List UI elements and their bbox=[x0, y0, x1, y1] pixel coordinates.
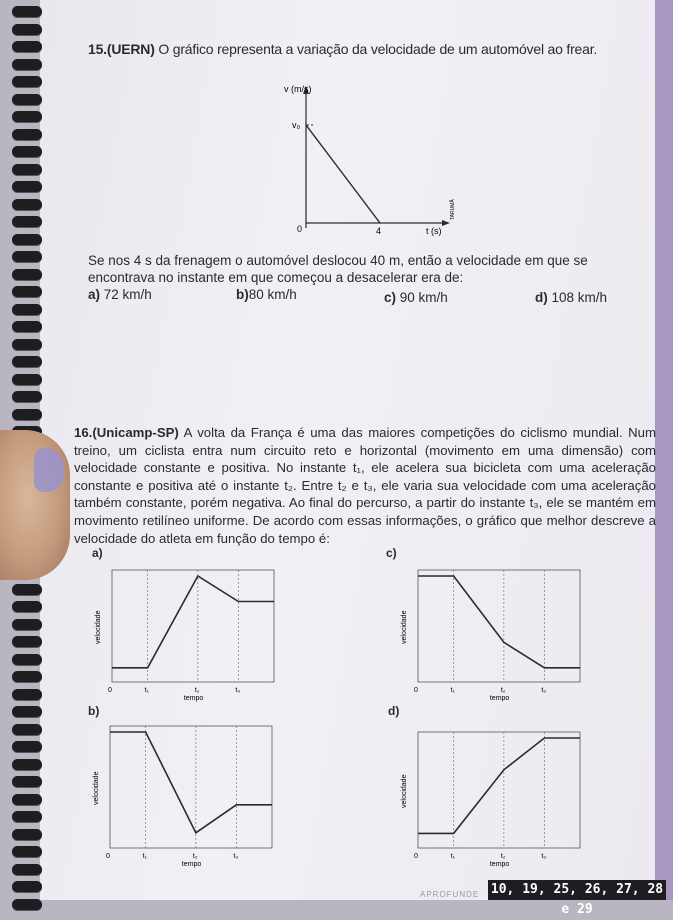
q16-chart-c bbox=[396, 560, 596, 710]
spiral-ring bbox=[12, 181, 42, 192]
spiral-ring bbox=[12, 374, 42, 385]
axis-ylabel: velocidade bbox=[93, 771, 100, 805]
spiral-ring bbox=[12, 41, 42, 52]
q15-problem: Se nos 4 s da frenagem o automóvel deslocou 40 m, então a velocidade em que se encontrava no instante em que começou a desacelerar era de: bbox=[88, 253, 588, 285]
spiral-ring bbox=[12, 706, 42, 717]
spiral-ring bbox=[12, 59, 42, 70]
tick-t2: t₂ bbox=[500, 853, 506, 860]
spiral-ring bbox=[12, 94, 42, 105]
q15-option-a-text: 72 km/h bbox=[103, 287, 152, 302]
axis-xlabel: tempo bbox=[183, 695, 204, 702]
axis-xlabel: tempo bbox=[489, 861, 510, 868]
velocity-line bbox=[418, 738, 580, 833]
q16-statement: A volta da França é uma das maiores competições do ciclismo mundial. Num treino, um ciclista entra num circuito reto e horizontal (movimento em uma dimensão) com velocidade constante e positiva. No instante t₁, ele acelera sua bicicleta com uma aceleração constante e positiva até o instante t₂. Entre t₂ e t₃, ele varia sua velocidade com uma aceleração também constante, porém negativa. Ao final do percurso, a partir do instante t₃, ele se mantém em movimento retilíneo uniforme. De acordo com essas informações, o gráfico que melhor descreve a velocidade do atleta em função do tempo é: bbox=[74, 425, 657, 546]
spiral-ring bbox=[12, 671, 42, 682]
spiral-ring bbox=[12, 304, 42, 315]
axis-xlabel: tempo bbox=[181, 861, 202, 868]
q15-source: (UERN) bbox=[106, 41, 155, 57]
spiral-ring bbox=[12, 724, 42, 735]
q16-number: 16. bbox=[74, 425, 93, 440]
q16-source: (Unicamp-SP) bbox=[92, 425, 179, 440]
spiral-ring bbox=[12, 199, 42, 210]
plot-frame bbox=[110, 726, 272, 848]
q15-velocity-line bbox=[306, 125, 380, 223]
q15-tick-4: 4 bbox=[376, 226, 382, 236]
spiral-ring bbox=[12, 881, 42, 892]
axis-ylabel: velocidade bbox=[401, 774, 408, 808]
q15-credit: TARUMÃ bbox=[450, 199, 456, 220]
velocity-line bbox=[418, 576, 580, 668]
q15-ylabel: v (m/s) bbox=[284, 84, 312, 94]
q15-v0: v₀ bbox=[292, 120, 301, 130]
tick-0: 0 bbox=[106, 853, 110, 860]
velocity-line bbox=[110, 732, 272, 833]
tick-t1: t₁ bbox=[450, 687, 455, 694]
spiral-ring bbox=[12, 146, 42, 157]
spiral-ring bbox=[12, 216, 42, 227]
tick-0: 0 bbox=[108, 687, 112, 694]
spiral-ring bbox=[12, 409, 42, 420]
spiral-ring bbox=[12, 846, 42, 857]
plot-frame bbox=[112, 570, 274, 682]
spiral-ring bbox=[12, 601, 42, 612]
spiral-ring bbox=[12, 164, 42, 175]
velocity-line bbox=[112, 576, 274, 668]
plot-frame bbox=[418, 570, 580, 682]
spiral-ring bbox=[12, 654, 42, 665]
spiral-ring bbox=[12, 689, 42, 700]
spiral-ring bbox=[12, 829, 42, 840]
q15-option-b-text: 80 km/h bbox=[248, 287, 297, 302]
page-edge bbox=[655, 0, 673, 900]
spiral-ring bbox=[12, 286, 42, 297]
q16-option-a-label[interactable]: a) bbox=[92, 546, 103, 560]
tick-t1: t₁ bbox=[144, 687, 149, 694]
spiral-ring bbox=[12, 111, 42, 122]
q15-option-d-text: 108 km/h bbox=[551, 290, 608, 305]
q15-option-a-letter: a) bbox=[88, 287, 101, 302]
q16-option-c-label[interactable]: c) bbox=[386, 546, 397, 560]
plot-frame bbox=[418, 732, 580, 848]
tick-0: 0 bbox=[414, 853, 418, 860]
tick-t2: t₂ bbox=[192, 853, 198, 860]
spiral-ring bbox=[12, 6, 42, 17]
q16-chart-d bbox=[396, 722, 596, 876]
q16-chart-a bbox=[90, 560, 290, 710]
fingernail bbox=[34, 448, 64, 492]
q15-option-c[interactable] bbox=[384, 290, 448, 305]
spiral-ring bbox=[12, 24, 42, 35]
spiral-ring bbox=[12, 864, 42, 875]
q16-option-b-label[interactable]: b) bbox=[88, 704, 100, 718]
tick-t3: t₃ bbox=[541, 853, 547, 860]
tick-t2: t₂ bbox=[194, 687, 200, 694]
tick-t3: t₃ bbox=[541, 687, 547, 694]
spiral-ring bbox=[12, 619, 42, 630]
tick-t3: t₃ bbox=[235, 687, 241, 694]
spiral-ring bbox=[12, 269, 42, 280]
q15-option-a[interactable] bbox=[88, 287, 152, 302]
tick-t1: t₁ bbox=[450, 853, 455, 860]
spiral-ring bbox=[12, 811, 42, 822]
q15-header bbox=[88, 41, 597, 57]
q15-number: 15. bbox=[88, 41, 107, 57]
spiral-ring bbox=[12, 251, 42, 262]
spiral-ring bbox=[12, 794, 42, 805]
q15-option-c-text: 90 km/h bbox=[399, 290, 448, 305]
spiral-ring bbox=[12, 776, 42, 787]
q16-chart-b bbox=[88, 716, 288, 876]
q16-text bbox=[74, 424, 656, 547]
spiral-ring bbox=[12, 356, 42, 367]
spiral-ring bbox=[12, 636, 42, 647]
tick-0: 0 bbox=[414, 687, 418, 694]
footer-faded-label: APROFUNDE bbox=[420, 890, 480, 899]
spiral-ring bbox=[12, 339, 42, 350]
spiral-ring bbox=[12, 391, 42, 402]
q16-option-d-label[interactable]: d) bbox=[388, 704, 400, 718]
spiral-ring bbox=[12, 321, 42, 332]
spiral-ring bbox=[12, 76, 42, 87]
spiral-ring bbox=[12, 741, 42, 752]
tick-t1: t₁ bbox=[142, 853, 147, 860]
q15-option-d[interactable] bbox=[535, 290, 607, 305]
spiral-ring bbox=[12, 584, 42, 595]
q15-graph bbox=[270, 80, 470, 240]
q15-option-b[interactable] bbox=[236, 287, 297, 302]
axis-xlabel: tempo bbox=[489, 695, 510, 702]
q15-xlabel: t (s) bbox=[426, 226, 442, 236]
spiral-ring bbox=[12, 899, 42, 910]
q15-option-b-letter: b) bbox=[236, 287, 249, 302]
spiral-ring bbox=[12, 759, 42, 770]
tick-t2: t₂ bbox=[500, 687, 506, 694]
footer-exercises: 10, 19, 25, 26, 27, 28 e 29 bbox=[488, 880, 666, 900]
q15-origin: 0 bbox=[297, 224, 303, 234]
axis-ylabel: velocidade bbox=[95, 610, 102, 644]
q15-statement: O gráfico representa a variação da velocidade de um automóvel ao frear. bbox=[158, 41, 598, 57]
q15-option-c-letter: c) bbox=[384, 290, 397, 305]
q15-option-d-letter: d) bbox=[535, 290, 548, 305]
spiral-ring bbox=[12, 234, 42, 245]
spiral-ring bbox=[12, 129, 42, 140]
axis-ylabel: velocidade bbox=[401, 610, 408, 644]
tick-t3: t₃ bbox=[233, 853, 239, 860]
